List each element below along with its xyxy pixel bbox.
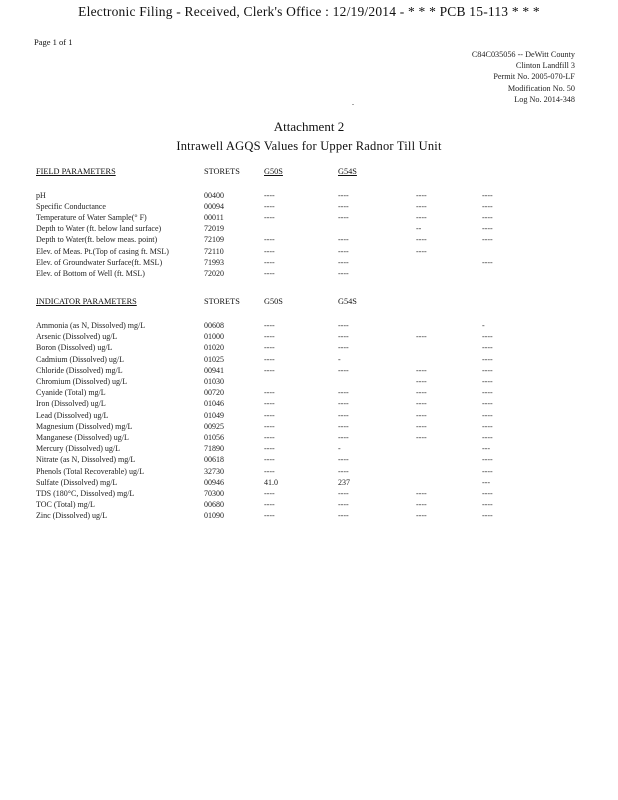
value-cell-1: ---- [264,511,275,521]
value-cell-2: - [338,354,341,364]
field-col1-header: G50S [264,167,283,176]
value-cell-3: ---- [416,511,427,521]
field-col2-header: G54S [338,167,357,176]
param-cell: Ammonia (as N, Dissolved) mg/L [36,321,146,330]
indicator-col1-header: G50S [264,297,283,306]
value-cell-4: ---- [482,489,493,498]
param-cell: Mercury (Dissolved) ug/L [36,444,120,454]
value-cell-4: ---- [482,332,493,342]
value-cell-1: ---- [264,354,275,364]
param-cell: Cyanide (Total) mg/L [36,388,106,398]
storet-cell: 01020 [204,343,224,353]
value-cell-4: - [482,321,485,330]
value-cell-3: ---- [416,332,427,342]
value-cell-1: ---- [264,191,275,200]
storet-cell: 00011 [204,213,224,223]
storet-cell: 00094 [204,202,224,212]
value-cell-3: ---- [416,410,427,420]
value-cell-3: ---- [416,500,427,510]
storet-cell: 01090 [204,511,224,521]
value-cell-4: ---- [482,191,493,200]
param-cell: Arsenic (Dissolved) ug/L [36,332,118,342]
value-cell-2: 237 [338,477,350,487]
value-cell-2: ---- [338,511,349,521]
value-cell-2: ---- [338,191,349,200]
value-cell-4: ---- [482,421,493,431]
param-cell: Elev. of Meas. Pt.(Top of casing ft. MSL) [36,246,169,256]
header-line-site: Clinton Landfill 3 [515,61,575,70]
value-cell-3: ---- [416,399,427,409]
param-cell: Chromium (Dissolved) ug/L [36,377,128,386]
value-cell-4: ---- [482,354,493,364]
storet-cell: 00680 [204,500,224,510]
param-cell: Specific Conductance [36,202,106,212]
value-cell-3: ---- [416,388,427,398]
value-cell-4: ---- [482,224,493,234]
param-cell: Nitrate (as N, Dissolved) mg/L [36,455,136,465]
value-cell-1: ---- [264,444,275,454]
storet-cell: 72020 [204,268,224,278]
storet-cell: 01025 [204,354,224,364]
value-cell-4: --- [482,477,490,487]
value-cell-3: ---- [416,421,427,431]
storet-cell: 01056 [204,433,224,442]
value-cell-2: ---- [338,213,349,223]
header-line-modification: Modification No. 50 [507,84,575,93]
value-cell-4: ---- [482,202,493,212]
value-cell-4: ---- [482,466,493,476]
storet-cell: 00720 [204,388,224,398]
storet-cell: 01046 [204,399,224,409]
param-cell: Elev. of Groundwater Surface(ft. MSL) [36,257,163,267]
value-cell-2: ---- [338,343,349,353]
value-cell-2: - [338,444,341,454]
value-cell-4: ---- [482,399,493,409]
value-cell-1: ---- [264,202,275,212]
value-cell-4: ---- [482,500,493,510]
value-cell-2: ---- [338,321,349,330]
value-cell-1: ---- [264,388,275,398]
storet-cell: 00400 [204,191,224,200]
value-cell-2: ---- [338,399,349,409]
value-cell-2: ---- [338,268,349,278]
value-cell-1: ---- [264,410,275,420]
value-cell-1: ---- [264,246,275,256]
param-cell: TOC (Total) mg/L [36,500,95,510]
value-cell-2: ---- [338,489,349,498]
value-cell-4: ---- [482,365,493,375]
storet-cell: 00946 [204,477,224,487]
value-cell-3: ---- [416,191,427,200]
param-cell: Manganese (Dissolved) ug/L [36,433,129,442]
value-cell-1: ---- [264,399,275,409]
value-cell-1: ---- [264,257,275,267]
document-title: Attachment 2 [273,119,345,134]
value-cell-4: ---- [482,433,493,442]
header-line-permit: Permit No. 2005-070-LF [493,72,575,81]
value-cell-3: -- [416,224,422,234]
storet-cell: 00608 [204,321,224,330]
storet-cell: 71890 [204,444,224,454]
param-cell: Phenols (Total Recoverable) ug/L [36,466,145,476]
header-line-facility: C84C035056 -- DeWitt County [471,50,575,59]
value-cell-4: ---- [482,388,493,398]
storet-cell: 71993 [204,257,224,267]
value-cell-1: ---- [264,466,275,476]
value-cell-1: ---- [264,489,275,498]
value-cell-2: ---- [338,410,349,420]
param-cell: Lead (Dissolved) ug/L [36,410,109,420]
header-line-log: Log No. 2014-348 [514,95,575,104]
param-cell: Temperature of Water Sample(° F) [36,213,147,223]
value-cell-4: ---- [482,235,493,245]
value-cell-4: ---- [482,343,493,353]
param-cell: Sulfate (Dissolved) mg/L [36,477,118,487]
value-cell-2: ---- [338,332,349,342]
storet-cell: 01030 [204,377,224,386]
value-cell-2: ---- [338,455,349,465]
value-cell-1: ---- [264,321,275,330]
value-cell-3: ---- [416,246,427,256]
param-cell: Boron (Dissolved) ug/L [36,343,113,353]
value-cell-1: ---- [264,332,275,342]
value-cell-1: ---- [264,500,275,510]
indicator-section-label: INDICATOR PARAMETERS [36,297,137,306]
page-label: Page 1 of 1 [34,37,73,47]
storet-cell: 72110 [204,246,224,256]
value-cell-2: ---- [338,421,349,431]
param-cell: Elev. of Bottom of Well (ft. MSL) [36,268,145,278]
param-cell: Depth to Water(ft. below meas. point) [36,235,158,245]
indicator-col2-header: G54S [338,297,357,306]
storet-cell: 01000 [204,332,224,342]
stray-mark: . [352,98,354,107]
value-cell-4: ---- [482,213,493,223]
storet-cell: 70300 [204,489,224,498]
value-cell-3: ---- [416,235,427,245]
value-cell-2: ---- [338,433,349,442]
value-cell-4: ---- [482,257,493,267]
value-cell-1: ---- [264,365,275,375]
value-cell-1: ---- [264,421,275,431]
value-cell-3: ---- [416,365,427,375]
value-cell-2: ---- [338,202,349,212]
value-cell-4: --- [482,444,490,454]
value-cell-1: ---- [264,268,275,278]
value-cell-2: ---- [338,246,349,256]
value-cell-3: ---- [416,489,427,498]
value-cell-4: ---- [482,455,493,465]
value-cell-2: ---- [338,257,349,267]
value-cell-1: ---- [264,213,275,223]
value-cell-2: ---- [338,466,349,476]
param-cell: Magnesium (Dissolved) mg/L [36,421,133,431]
value-cell-1: ---- [264,433,275,442]
param-cell: pH [36,191,46,200]
param-cell: Iron (Dissolved) ug/L [36,399,106,409]
param-cell: Depth to Water (ft. below land surface) [36,224,162,234]
value-cell-1: ---- [264,343,275,353]
storet-cell: 72019 [204,224,224,234]
indicator-storets-header: STORETS [204,297,240,306]
storet-cell: 01049 [204,410,224,420]
value-cell-1: 41.0 [264,477,278,487]
document-subtitle: Intrawell AGQS Values for Upper Radnor Till Unit [176,139,442,153]
value-cell-3: ---- [416,213,427,223]
filing-banner: Electronic Filing - Received, Clerk's Office : 12/19/2014 - * * * PCB 15-113 * * * [78,4,540,19]
value-cell-4: ---- [482,511,493,521]
storet-cell: 32730 [204,466,224,476]
param-cell: Chloride (Dissolved) mg/L [36,365,123,375]
field-section-label: FIELD PARAMETERS [36,167,116,176]
value-cell-4: ---- [482,377,493,386]
value-cell-3: ---- [416,433,427,442]
value-cell-2: ---- [338,365,349,375]
value-cell-3: ---- [416,202,427,212]
value-cell-3: ---- [416,377,427,386]
storet-cell: 00925 [204,421,224,431]
value-cell-2: ---- [338,388,349,398]
value-cell-1: ---- [264,455,275,465]
value-cell-2: ---- [338,500,349,510]
storet-cell: 00941 [204,365,224,375]
value-cell-2: ---- [338,235,349,245]
param-cell: TDS (180°C, Dissolved) mg/L [36,489,135,498]
param-cell: Cadmium (Dissolved) ug/L [36,354,124,364]
value-cell-1: ---- [264,235,275,245]
field-storets-header: STORETS [204,167,240,176]
param-cell: Zinc (Dissolved) ug/L [36,511,108,521]
value-cell-4: ---- [482,410,493,420]
storet-cell: 00618 [204,455,224,465]
storet-cell: 72109 [204,235,224,245]
